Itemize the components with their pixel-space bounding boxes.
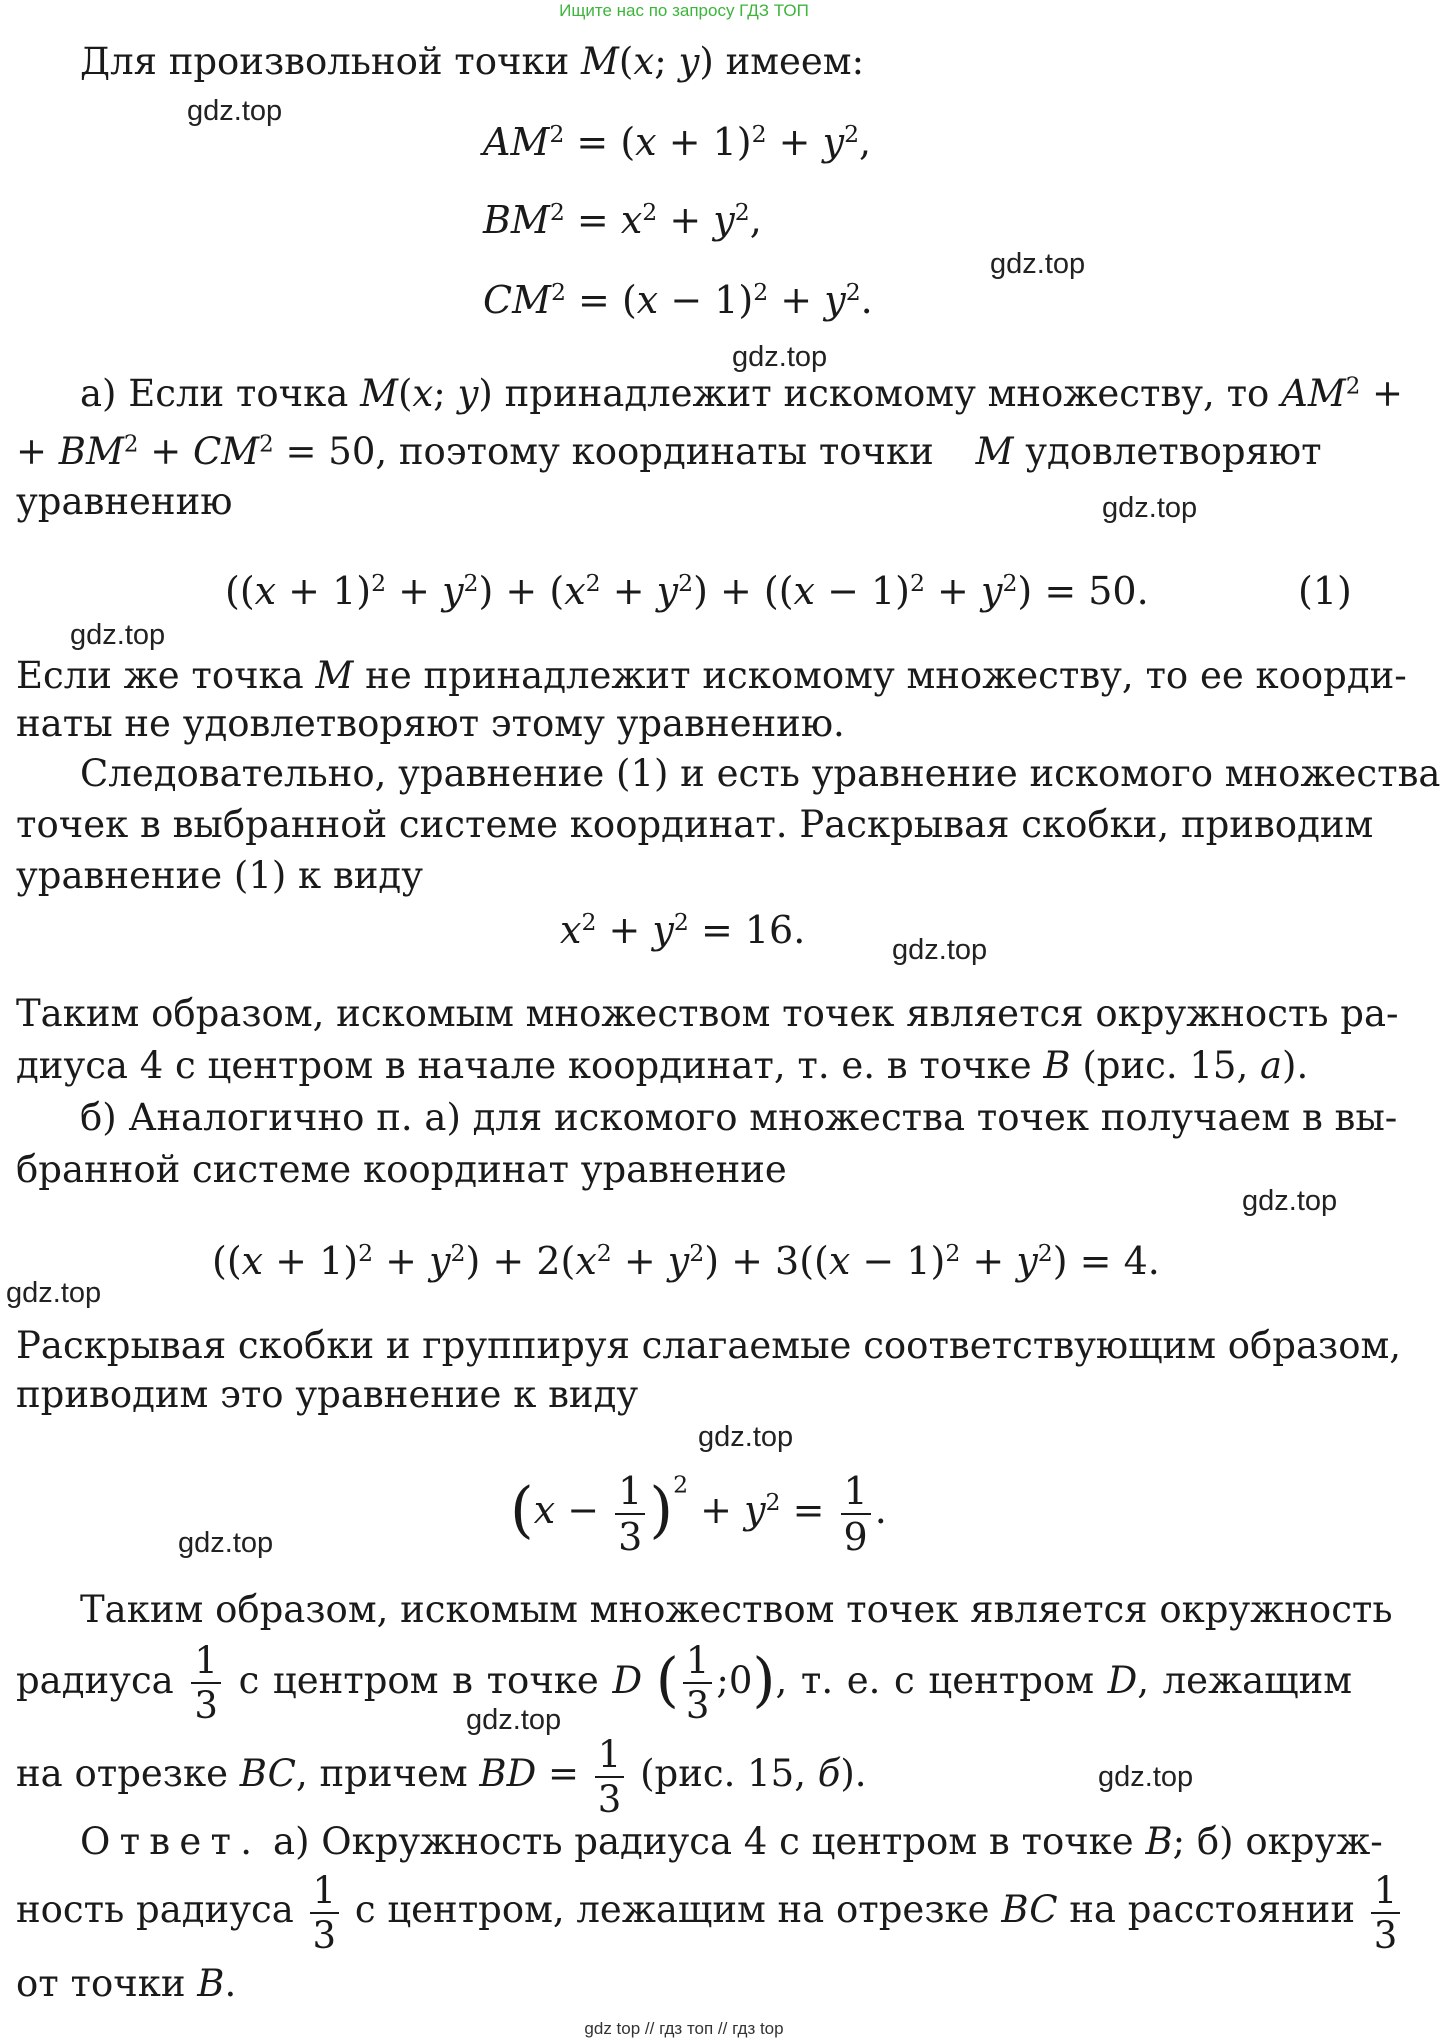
- footer-links[interactable]: gdz top // гдз топ // гдз top: [584, 2019, 784, 2038]
- intro-line: Для произвольной точки M(x; y) имеем:: [80, 40, 865, 83]
- hence-line3: уравнение (1) к виду: [16, 854, 423, 897]
- hence-line2: точек в выбранной системе координат. Раскрывая скобки, приводим: [16, 803, 1374, 846]
- equation-1-label: (1): [1298, 569, 1352, 613]
- answer-line1: Ответ. а) Окружность радиуса 4 с центром в точке B; б) окруж-: [80, 1820, 1383, 1863]
- thus-line2: диуса 4 с центром в начале координат, т. е. в точке B (рис. 15, а).: [16, 1044, 1309, 1087]
- watermark: gdz.top: [698, 1421, 794, 1453]
- equation-circle-b: (x − $\frac{1}{3}$ )$^2 + y^2$ = $\frac{1}{9}$ .: [510, 1468, 887, 1559]
- part-b-line1: б) Аналогично п. а) для искомого множества точек получаем в вы-: [80, 1096, 1398, 1139]
- promo-banner[interactable]: Ищите нас по запросу ГДЗ ТОП: [559, 1, 809, 20]
- watermark: gdz.top: [178, 1527, 274, 1559]
- hence-line1: Следовательно, уравнение (1) и есть уравнение искомого множества: [80, 752, 1440, 795]
- equation-1: $((x + 1)^2 + y^2) + (x^2 + y^2) + ((x - 1)^2 + y^2) = 50$.: [225, 569, 1149, 613]
- formula-am: $AM^2 = (x + 1)^2 + y^2$,: [483, 120, 872, 164]
- watermark: gdz.top: [990, 248, 1086, 280]
- thus2-line2: радиуса $\frac{1}{3}$ с центром в точке D ( $\frac{1}{3}$ ;0), т. е. с центром D, лежащим: [16, 1639, 1353, 1728]
- watermark: gdz.top: [187, 95, 283, 127]
- watermark: gdz.top: [892, 934, 988, 966]
- watermark: gdz.top: [1102, 492, 1198, 524]
- formula-cm: $CM^2 = (x - 1)^2 + y^2$.: [483, 278, 873, 322]
- watermark: gdz.top: [1098, 1761, 1194, 1793]
- part-a-line2: + $BM^2 + CM^2 = 50$, поэтому координаты точки M удовлетворяют: [16, 430, 1322, 473]
- watermark: gdz.top: [732, 341, 828, 373]
- answer-line3: от точки B.: [16, 1962, 237, 2005]
- part-b-line2: бранной системе координат уравнение: [16, 1148, 787, 1191]
- watermark: gdz.top: [1242, 1185, 1338, 1217]
- watermark: gdz.top: [70, 619, 166, 651]
- else-line2: наты не удовлетворяют этому уравнению.: [16, 702, 845, 745]
- thus-line1: Таким образом, искомым множеством точек является окружность ра-: [16, 992, 1399, 1035]
- equation-circle-a: $x^2 + y^2 = 16$.: [560, 908, 806, 952]
- thus2-line1: Таким образом, искомым множеством точек является окружность: [80, 1588, 1393, 1631]
- else-line1: Если же точка M не принадлежит искомому множеству, то ее коорди-: [16, 654, 1407, 697]
- part-a-line3: уравнению: [16, 480, 233, 523]
- part-a-line1: а) Если точка M(x; y) принадлежит искомому множеству, то $AM^2$ +: [80, 372, 1404, 415]
- watermark: gdz.top: [6, 1277, 102, 1309]
- formula-bm: $BM^2 = x^2 + y^2$,: [483, 198, 762, 242]
- equation-b: $((x + 1)^2 + y^2) + 2(x^2 + y^2) + 3((x - 1)^2 + y^2) = 4$.: [212, 1239, 1160, 1283]
- group-line2: приводим это уравнение к виду: [16, 1373, 639, 1416]
- answer-label: Ответ.: [80, 1820, 262, 1863]
- thus2-line3: на отрезке BC, причем BD = $\frac{1}{3}$ (рис. 15, б).: [16, 1732, 867, 1821]
- group-line1: Раскрывая скобки и группируя слагаемые соответствующим образом,: [16, 1324, 1402, 1367]
- watermark: gdz.top: [466, 1704, 562, 1736]
- answer-line2: ность радиуса $\frac{1}{3}$ с центром, лежащим на отрезке BC на расстоянии $\frac{1}{3}$: [16, 1870, 1352, 1954]
